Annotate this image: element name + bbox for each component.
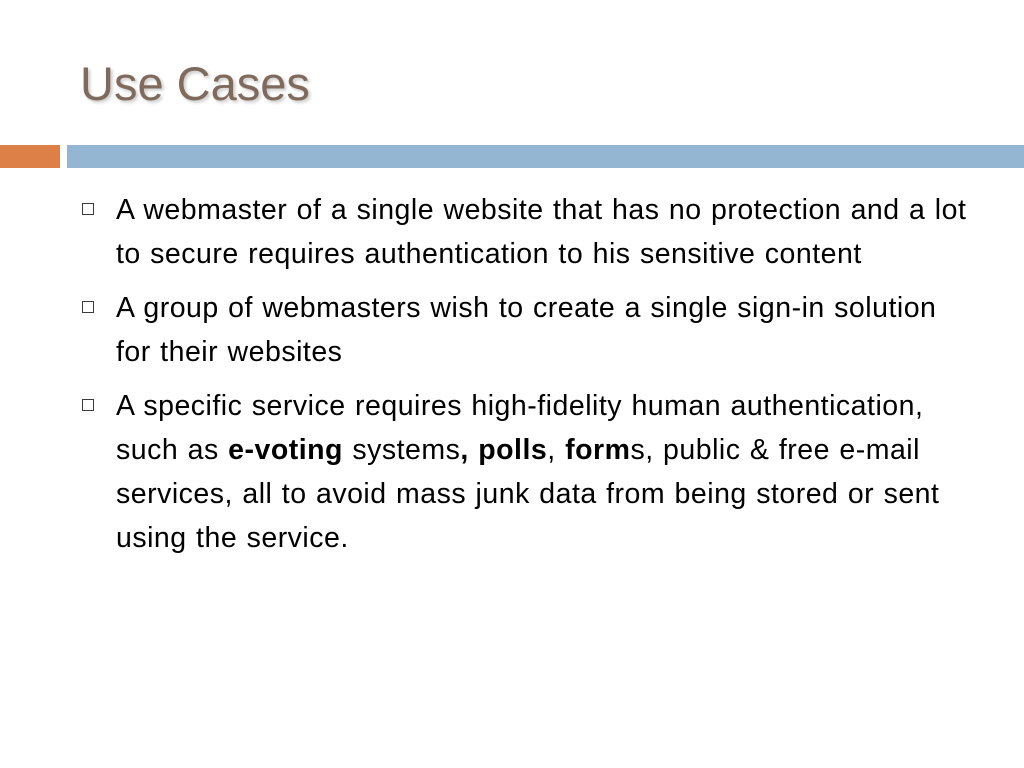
slide-title: Use Cases xyxy=(80,57,310,110)
bullet-text-3-part-2: systems xyxy=(342,434,461,466)
bullet-text-1: A webmaster of a single website that has no protection and a lot to secure requires authentication to his sensitive content xyxy=(116,194,967,270)
bullet-item-2 xyxy=(80,286,980,374)
bullet-item-3 xyxy=(80,384,980,560)
bullet-text-3-part-1: A specific service requires high-fidelity human authentication, such as xyxy=(116,390,924,466)
bullet-text-3-bold-polls: , polls xyxy=(460,434,548,466)
hollow-square-icon xyxy=(82,301,94,313)
bullet-text-3-part-3: , xyxy=(547,434,566,466)
hollow-square-icon xyxy=(82,399,94,411)
accent-bar-orange xyxy=(0,145,60,168)
bullet-text-3-part-4: s, public & free e-mail services, all to avoid mass junk data from being stored or sent using the service. xyxy=(116,434,940,554)
bullet-list xyxy=(80,188,980,570)
bullet-text-3-bold-evoting: e-voting xyxy=(228,434,343,466)
bullet-text-2: A group of webmasters wish to create a single sign-in solution for their websites xyxy=(116,292,937,368)
bullet-item-1 xyxy=(80,188,980,276)
accent-bar-blue xyxy=(67,145,1024,168)
bullet-text-3-bold-form: form xyxy=(565,434,631,466)
hollow-square-icon xyxy=(82,203,94,215)
